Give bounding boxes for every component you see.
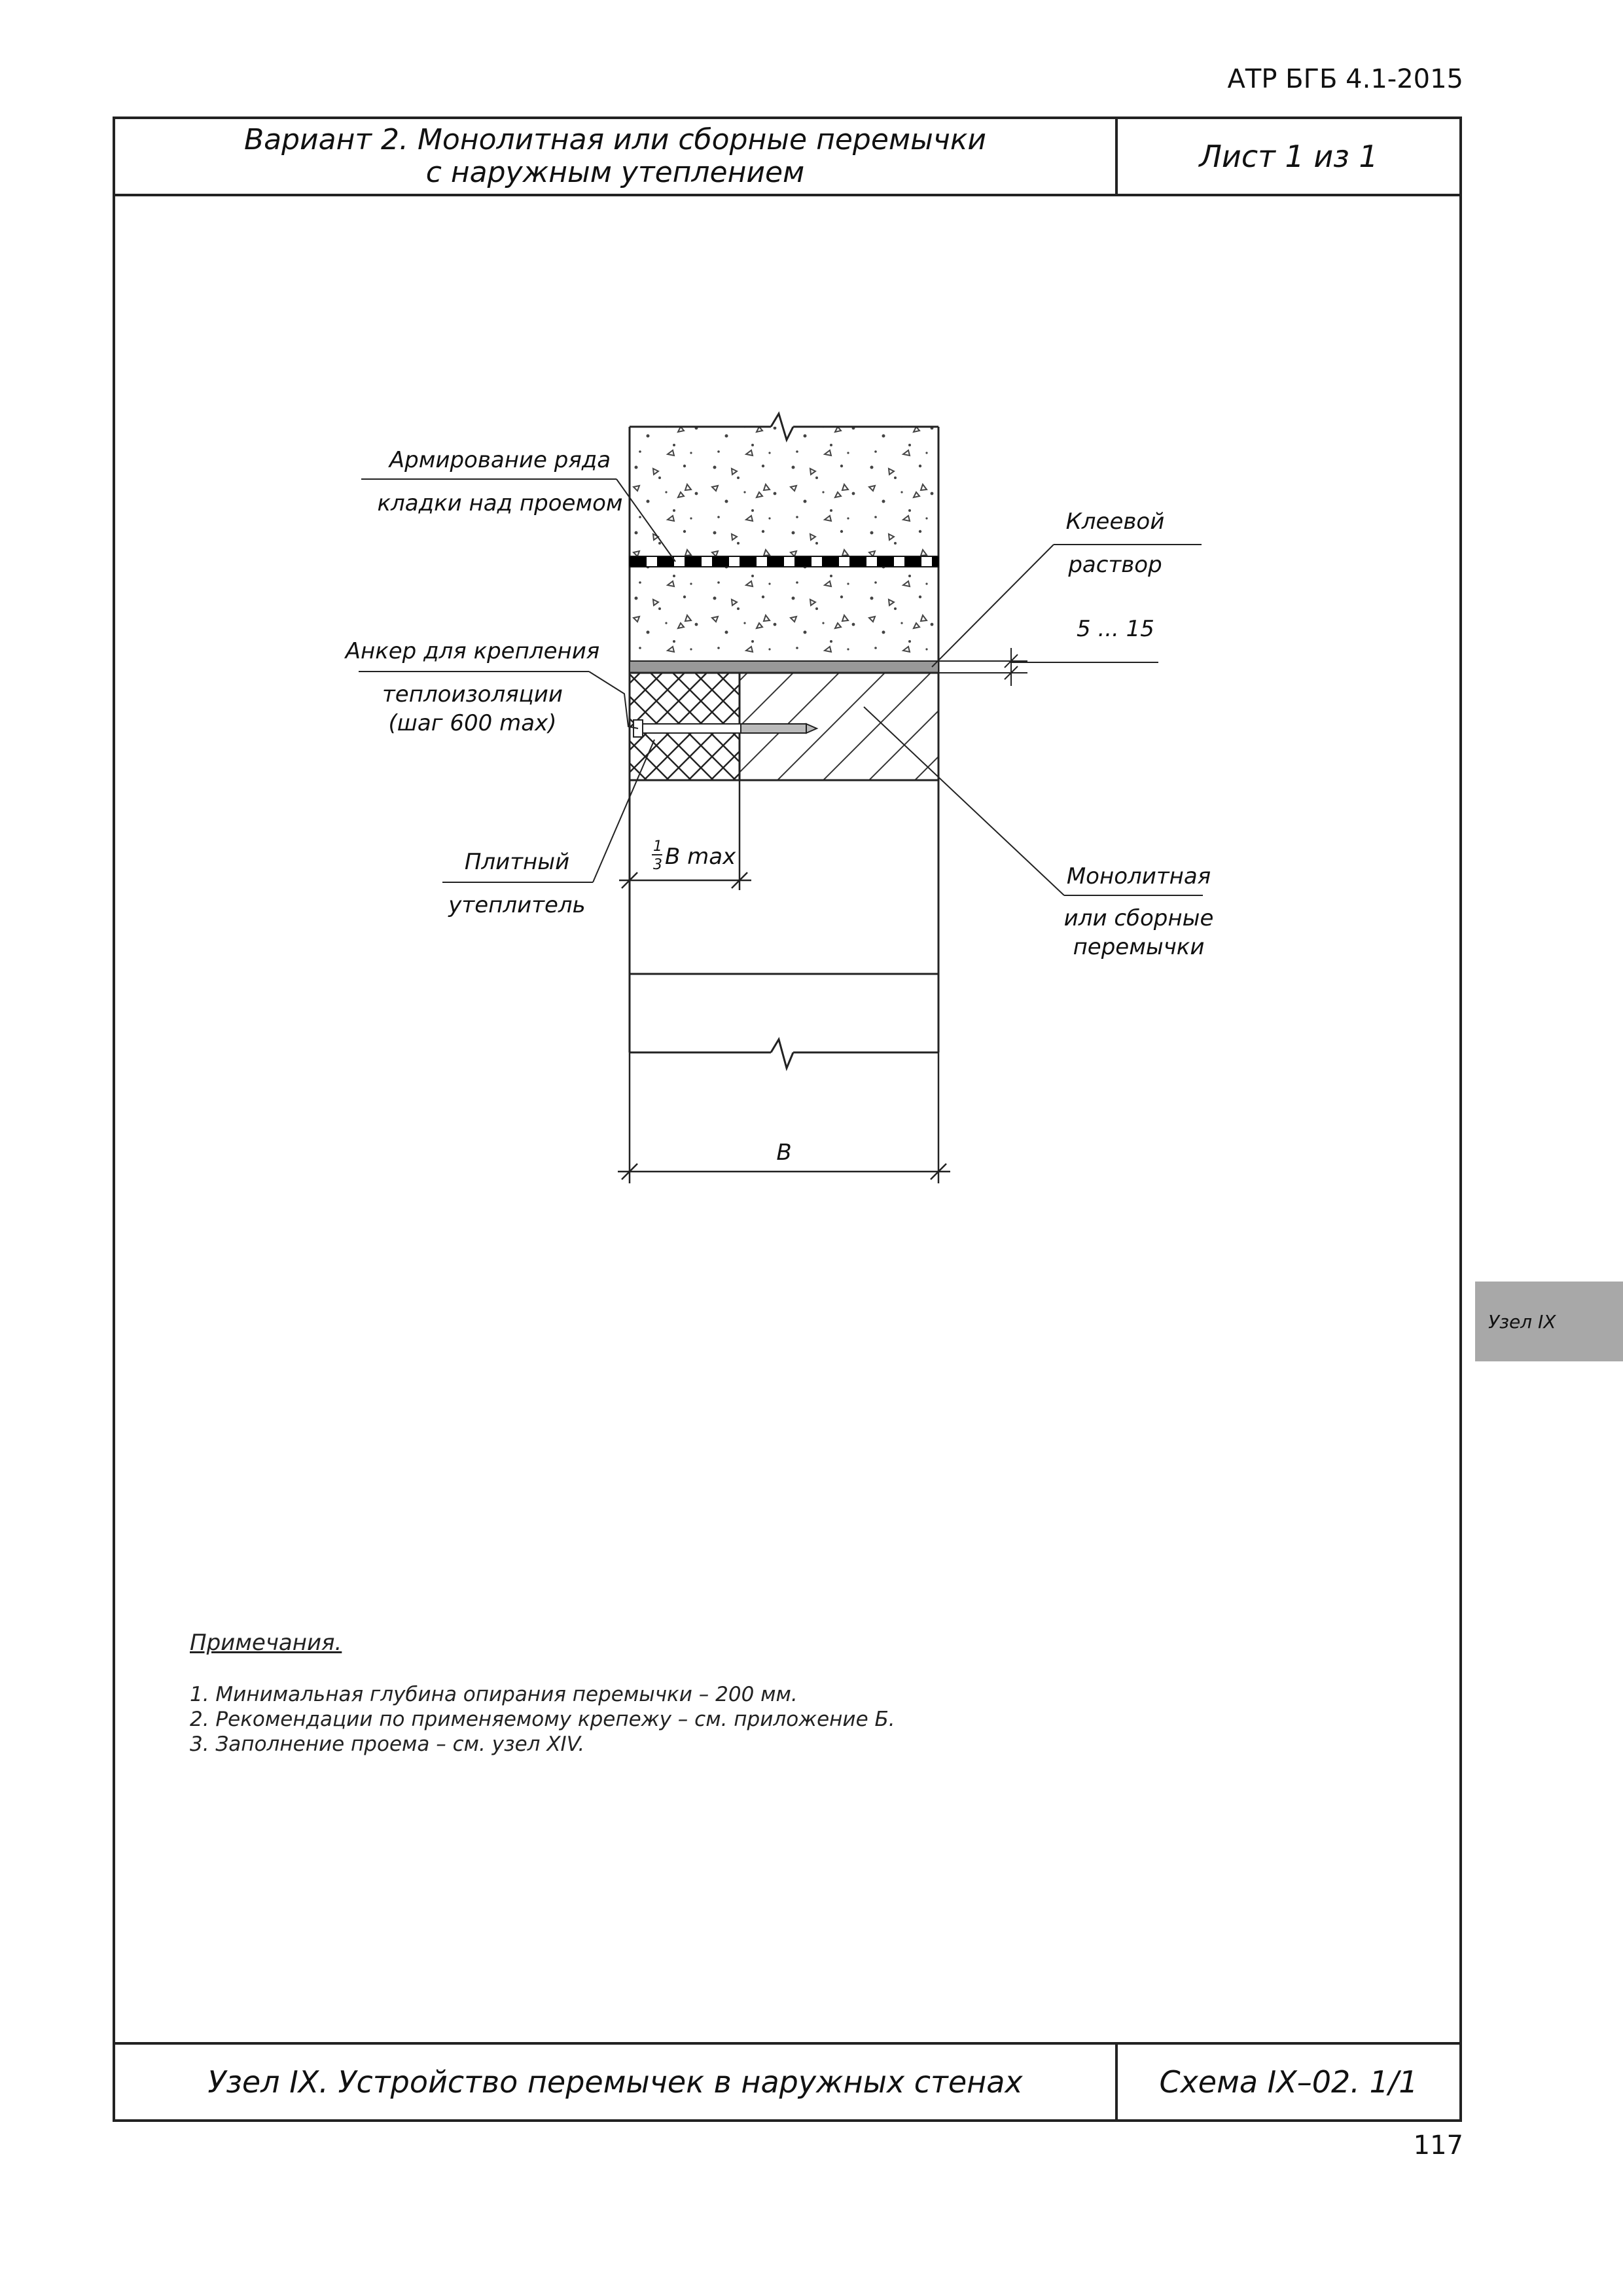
gap-dimension-label: 5 ... 15 <box>1077 616 1154 642</box>
lintel-label-line-3: перемычки <box>1073 934 1205 960</box>
title-line-2: с наружным утеплением <box>425 156 805 189</box>
sheet-number: Лист 1 из 1 <box>1199 139 1378 174</box>
adhesive-layer <box>630 661 938 673</box>
node-title: Узел IX. Устройство перемычек в наружных стенах <box>207 2064 1023 2100</box>
third-numerator: 1 <box>653 838 662 855</box>
third-width-dimension <box>619 780 751 890</box>
reinforcement-label-line-2: кладки над проемом <box>377 490 623 516</box>
third-denominator: 3 <box>653 857 662 873</box>
notes-title: Примечания. <box>190 1630 342 1656</box>
note-item: 3. Заполнение проема – см. узел XIV. <box>190 1732 585 1756</box>
note-item: 2. Рекомендации по применяемому крепежу – см. приложение Б. <box>190 1708 895 1731</box>
reinforcement-label-line-1: Армирование ряда <box>389 447 611 473</box>
adhesive-label-line-2: раствор <box>1068 552 1162 578</box>
anchor-label-line-3: (шаг 600 max) <box>388 710 557 736</box>
insulation-label-line-1: Плитный <box>464 849 570 875</box>
third-width-label: B max <box>665 844 736 870</box>
masonry-upper <box>630 427 938 661</box>
adhesive-label-line-1: Клеевой <box>1065 509 1165 535</box>
side-tab-label: Узел IX <box>1488 1310 1556 1333</box>
lintel-label-line-2: или сборные <box>1063 905 1214 931</box>
section-side-tab[interactable] <box>1475 1282 1623 1361</box>
gap-dimension <box>938 648 1158 686</box>
lintel-label-line-1: Монолитная <box>1066 863 1211 889</box>
opening-lines <box>630 780 938 1068</box>
note-item: 1. Минимальная глубина опирания перемычки – 200 мм. <box>190 1683 798 1706</box>
anchor-label-line-1: Анкер для крепления <box>345 638 600 664</box>
anchor-label-line-2: теплоизоляции <box>382 681 563 708</box>
title-line-1: Вариант 2. Монолитная или сборные перемычки <box>243 123 987 156</box>
scheme-number: Схема IX–02. 1/1 <box>1159 2064 1418 2100</box>
document-code: АТР БГБ 4.1-2015 <box>1227 64 1463 94</box>
width-dimension-label: B <box>776 1139 792 1166</box>
notes-section <box>190 1630 895 1757</box>
page-number: 117 <box>1413 2130 1463 2161</box>
insulation-label-line-2: утеплитель <box>448 892 586 918</box>
reinforcement-band <box>630 556 938 567</box>
